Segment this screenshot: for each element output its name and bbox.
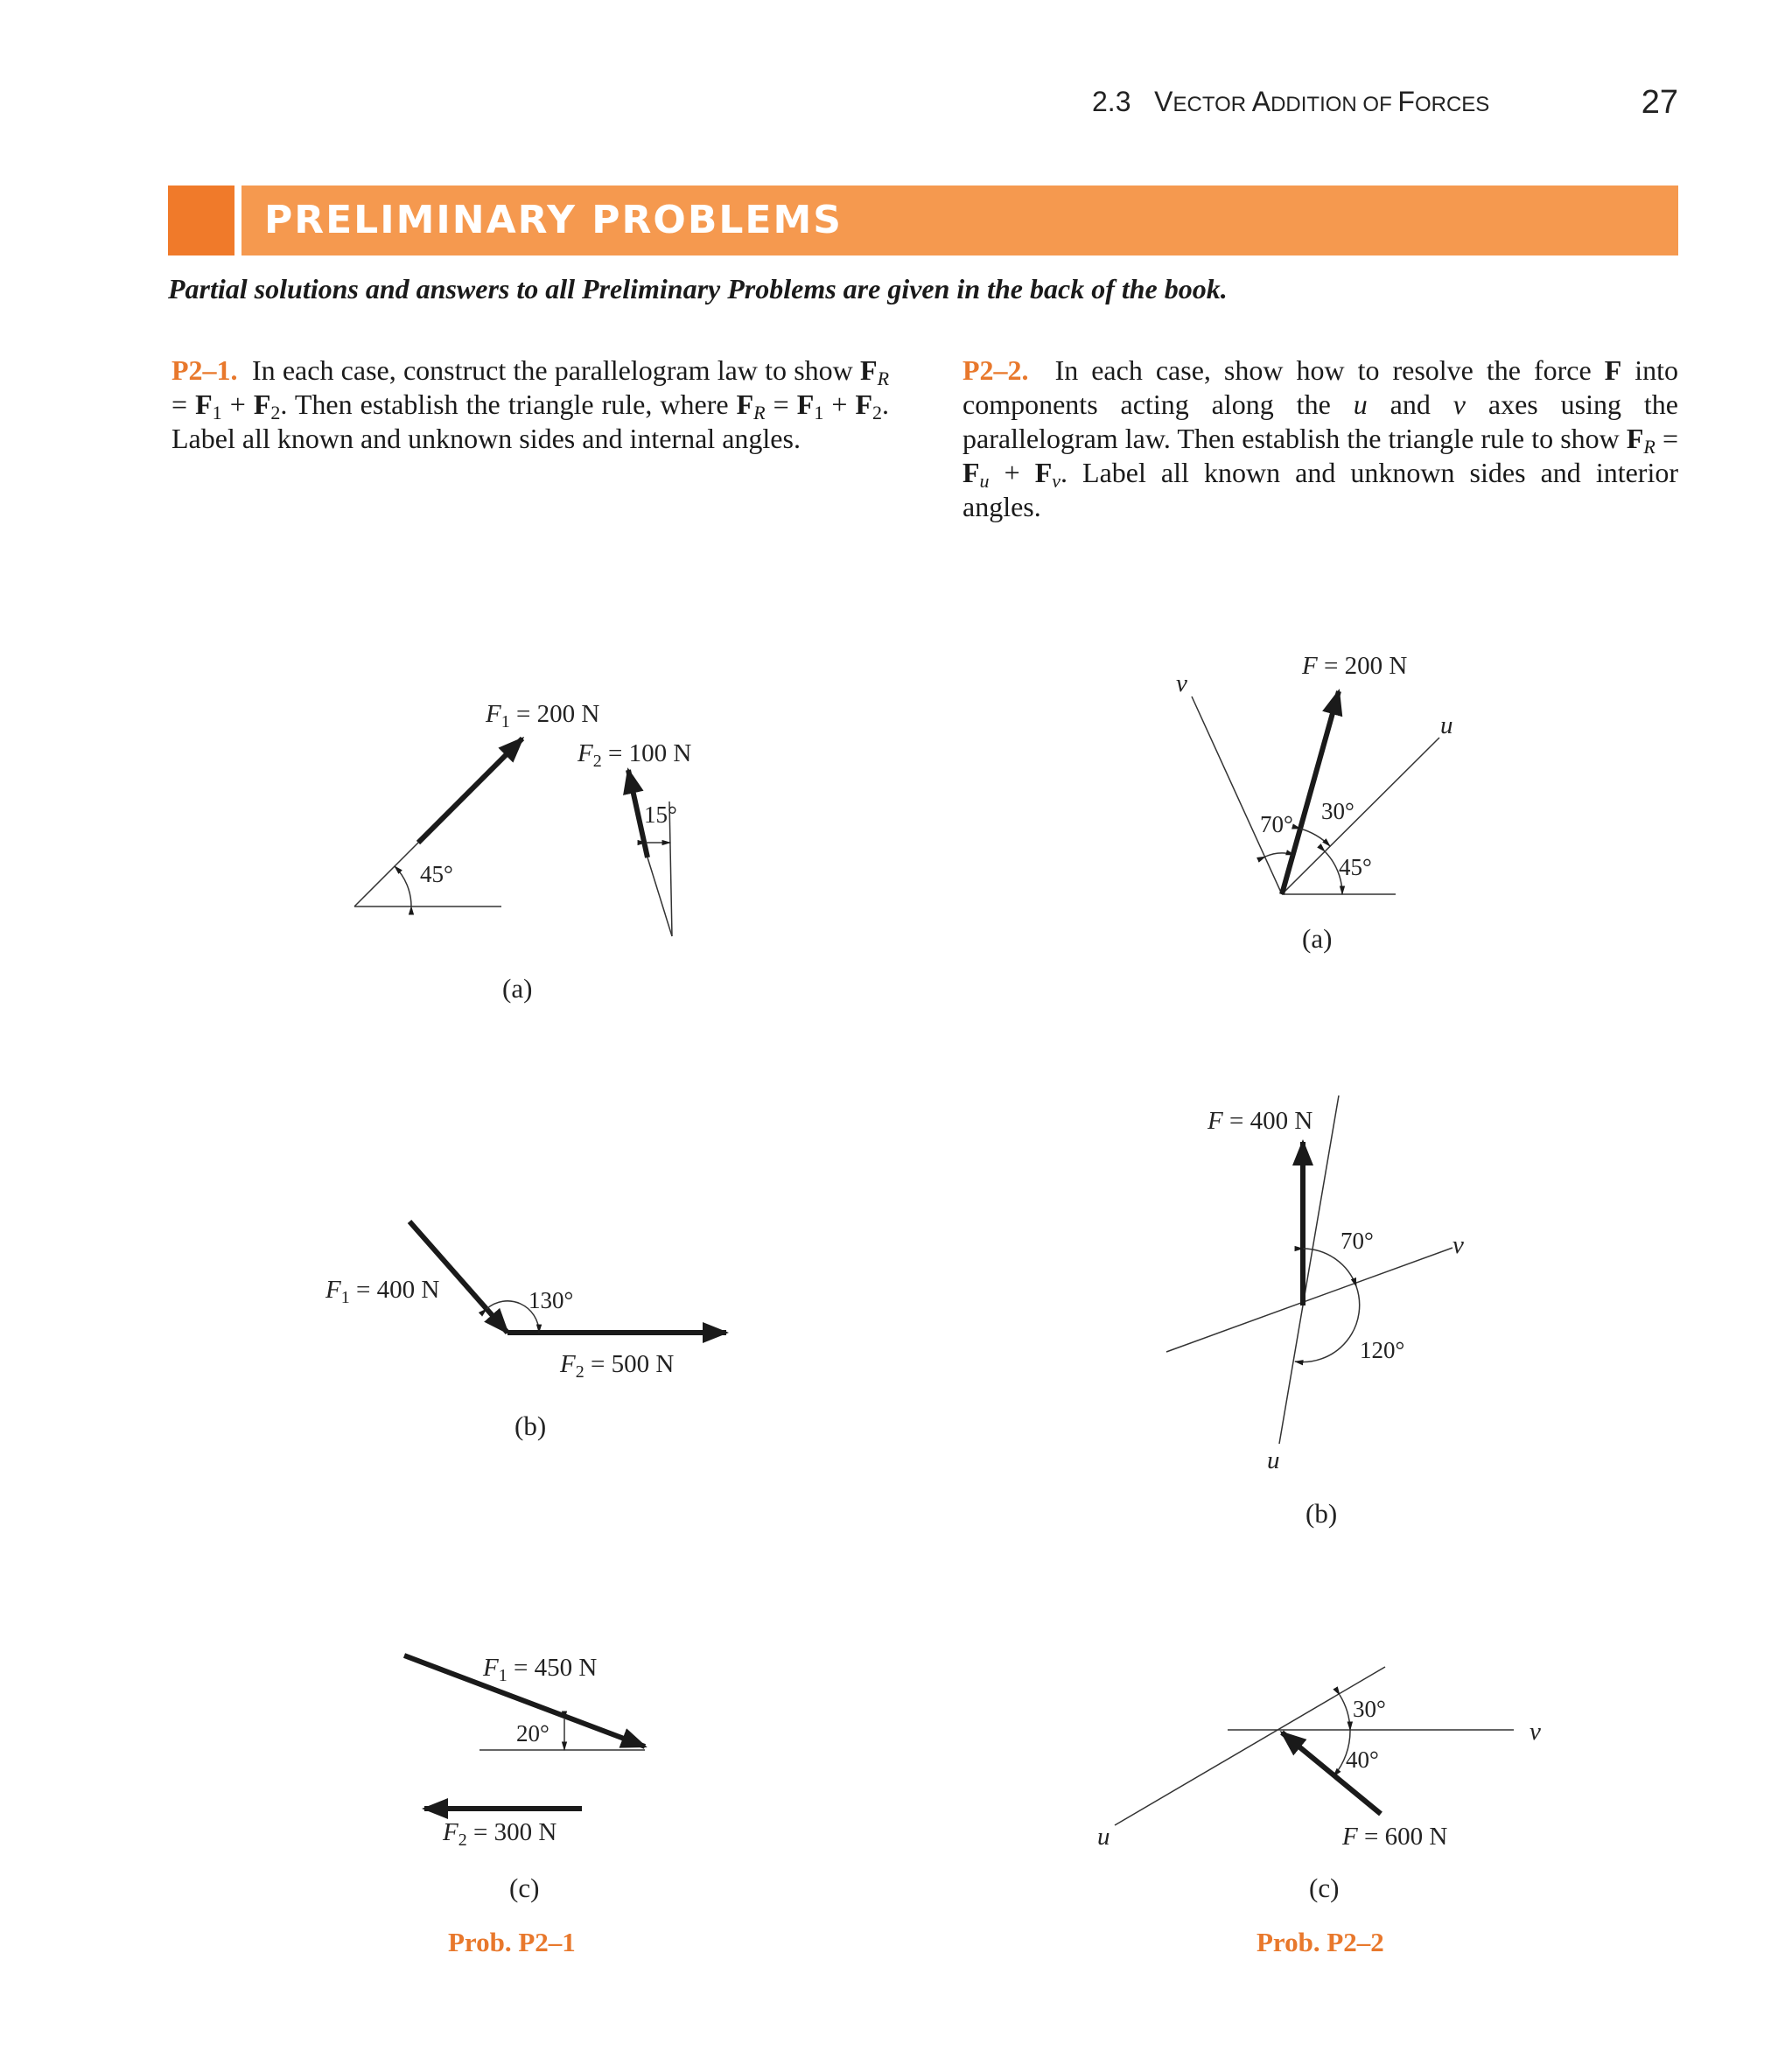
angle-arc [1340,1695,1350,1730]
figure-label-p2-2: Prob. P2–2 [1256,1927,1384,1957]
banner-title: PRELIMINARY PROBLEMS [264,198,843,242]
angle-label: 30° [1353,1696,1386,1722]
angle-label: 120° [1360,1337,1405,1363]
running-header: 2.3 VECTOR ADDITION OF FORCES [1092,86,1490,117]
figure-p2-2-b [1166,1096,1464,1529]
force-label-f2: $F_2 = 100$ N [578,739,692,771]
section-number: 2.3 [1092,86,1131,117]
problem-number: P2–2. [962,354,1029,386]
force-label-f2: $F_2 = 500$ N [560,1350,675,1382]
figure-p2-2-a [1176,652,1453,954]
figure-caption: (a) [502,973,533,1004]
angle-label: 130° [528,1287,574,1313]
force-label-f1: $F_1 = 450$ N [483,1654,598,1685]
axis-label-v: v [1530,1718,1541,1746]
figure-caption: (b) [514,1410,547,1441]
force-arrow-f [1282,1732,1381,1814]
axis-u [1279,1096,1339,1444]
angle-label: 70° [1340,1228,1374,1254]
axis-label-v: v [1176,669,1187,697]
angle-label: 20° [516,1720,550,1746]
force-label-f: F = 600 N [1342,1823,1448,1851]
angle-label: 15° [644,802,677,828]
figure-p2-1-a [354,700,691,1004]
figure-caption: (c) [1309,1872,1340,1903]
axis-u [1115,1667,1385,1825]
angle-arc [395,866,411,906]
force-label-f1: $F_1 = 200$ N [486,700,600,732]
axis-v [1192,696,1282,894]
force-arrow-f1 [418,738,522,843]
axis-label-u: u [1097,1823,1110,1851]
figure-p2-1-c [404,1654,645,1957]
page-number: 27 [1641,84,1678,121]
problem-number: P2–1. [172,354,238,386]
figure-caption: (b) [1306,1498,1338,1529]
force-label-f: F = 400 N [1208,1107,1313,1135]
angle-arc [1303,1249,1356,1286]
angle-arc [1265,853,1294,857]
axis-label-u: u [1267,1446,1280,1474]
force-label-f1: $F_1 = 400$ N [326,1276,440,1307]
reference-line [354,843,418,906]
force-label-f2: $F_2 = 300$ N [443,1818,557,1850]
angle-label: 45° [1339,854,1372,880]
angle-label: 45° [420,861,453,887]
problem-p2-1-text: P2–1. In each case, construct the parallelogram law to show $F_R = F_1 + F_2$. Then establish the triangle rule, where $F_R = F_1 + F_2$. Label all known and unknown sides and internal angles. [172,354,890,454]
axis-label-v: v [1452,1231,1464,1259]
force-label-f: F = 200 N [1302,652,1408,680]
reference-line [648,858,672,936]
intro-note: Partial solutions and answers to all Preliminary Problems are given in the back of the book. [168,273,1228,304]
figure-caption: (c) [509,1872,540,1903]
problem-p2-2-text: P2–2. In each case, show how to resolve the force F into components acting along the u and v axes using the parallelogram law. Then establish the triangle rule to show $F_R = F_u + F_v$. Label all known and unknown sides and interior angles. [962,354,1679,522]
figure-p2-2-c [1097,1667,1541,1957]
axis-label-u: u [1440,711,1453,739]
figure-label-p2-1: Prob. P2–1 [448,1927,576,1957]
angle-label: 40° [1346,1746,1379,1773]
angle-label: 30° [1321,798,1354,824]
angle-label: 70° [1260,811,1293,837]
figure-caption: (a) [1302,923,1333,954]
angle-arc [1300,829,1330,846]
figure-p2-1-b [325,1222,726,1441]
force-arrow-f [1282,691,1339,894]
